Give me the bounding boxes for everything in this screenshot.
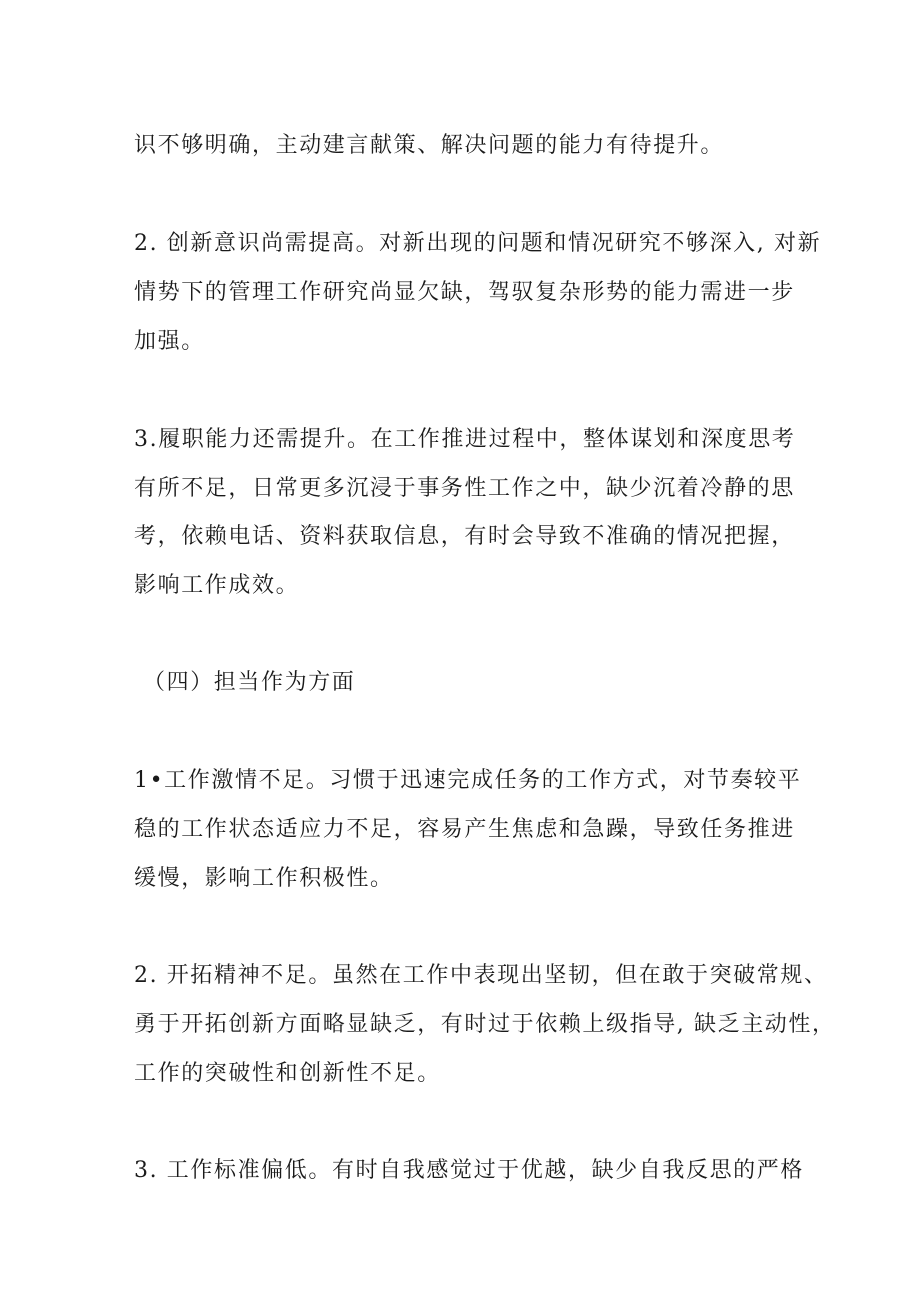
- item-2-pioneering-line-2: 勇于开拓创新方面略显缺乏，有时过于依赖上级指导, 缺乏主动性，: [134, 1012, 836, 1037]
- section-heading: （四）担当作为方面: [143, 670, 356, 695]
- item-2-pioneering-line-3: 工作的突破性和创新性不足。: [134, 1061, 441, 1086]
- item-1-passion-line-1: 1•工作激情不足。习惯于迅速完成任务的工作方式，对节奏较平: [134, 768, 802, 793]
- item-2-innovation-line-1: 2. 创新意识尚需提高。对新出现的问题和情况研究不够深入, 对新: [134, 231, 822, 256]
- item-3-capability-line-1: 3.履职能力还需提升。在工作推进过程中，整体谋划和深度思考: [134, 427, 796, 452]
- item-3-capability-line-2: 有所不足，日常更多沉浸于事务性工作之中，缺少沉着冷静的思: [134, 476, 795, 501]
- item-2-innovation-line-2: 情势下的管理工作研究尚显欠缺，驾驭复杂形势的能力需进一步: [134, 280, 795, 305]
- item-3-capability-line-4: 影响工作成效。: [134, 573, 300, 598]
- item-1-passion-line-2: 稳的工作状态适应力不足，容易产生焦虑和急躁，导致任务推进: [134, 817, 795, 842]
- item-2-innovation-line-3: 加强。: [134, 329, 205, 354]
- paragraph-continuation-line: 识不够明确，主动建言献策、解决问题的能力有待提升。: [134, 133, 725, 158]
- item-3-standards-line-1: 3. 工作标准偏低。有时自我感觉过于优越，缺少自我反思的严格: [134, 1158, 804, 1183]
- item-2-pioneering-line-1: 2. 开拓精神不足。虽然在工作中表现出坚韧，但在敢于突破常规、: [134, 963, 828, 988]
- item-1-passion-line-3: 缓慢，影响工作积极性。: [134, 866, 394, 891]
- item-3-capability-line-3: 考，依赖电话、资料获取信息，有时会导致不准确的情况把握，: [134, 524, 795, 549]
